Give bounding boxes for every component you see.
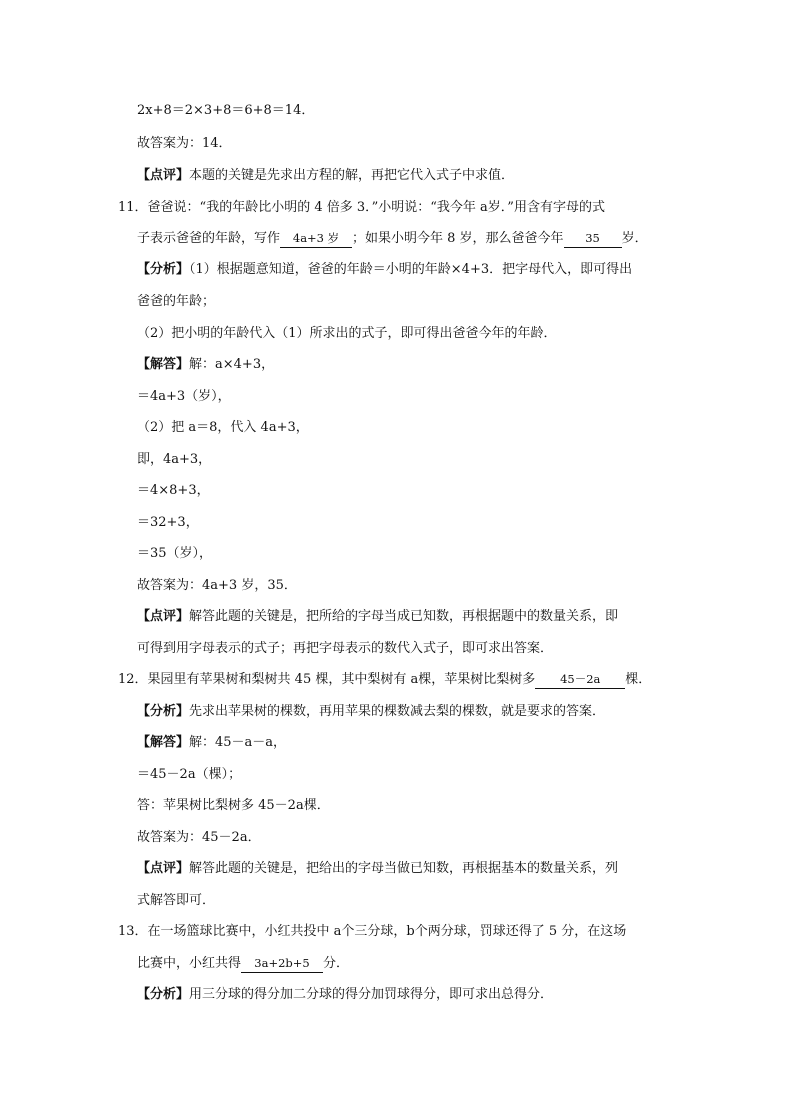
analysis-line: 【分析】用三分球的得分加二分球的得分加罚球得分，即可求出总得分． [137,987,554,1002]
analysis-tag: 【分析】 [137,262,190,277]
question-12-line: 12．果园里有苹果树和梨树共 45 棵，其中梨树有 a棵，苹果树比梨树多 45－2a 棵． [118,672,652,687]
text-line: 即，4a+3， [137,452,212,467]
question-number: 11． [118,200,148,215]
question-number: 12． [118,672,148,687]
analysis-line: 【分析】（1）根据题意知道，爸爸的年龄＝小明的年龄×4+3．把字母代入，即可得出 [137,262,633,277]
comment-tag: 【点评】 [137,861,190,876]
answer-line: 故答案为：45－2a． [137,830,261,845]
analysis-tag: 【分析】 [137,704,190,719]
solution-tag: 【解答】 [137,357,190,372]
comment-tag: 【点评】 [137,168,190,183]
text-line: 答：苹果树比梨树多 45－2a棵． [137,798,330,813]
solution-line: 【解答】解：a×4+3， [137,357,275,372]
question-11-line-2: 子表示爸爸的年龄，写作 4a+3 岁 ；如果小明今年 8 岁，那么爸爸今年 35 岁． [137,231,648,246]
answer-blank: 35 [564,230,622,248]
solution-line: 【解答】解：45－a－a， [137,735,287,750]
text-line: （2）把小明的年龄代入（1）所求出的式子，即可得出爸爸今年的年龄． [137,326,557,341]
question-11-line-1: 11．爸爸说：“我的年龄比小明的 4 倍多 3．”小明说：“我今年 a岁．”用含有字母的式 [118,200,605,215]
text-line: （2）把 a＝8，代入 4a+3， [137,420,309,435]
text-line: ＝45－2a（棵）； [137,767,242,782]
comment-line: 【点评】解答此题的关键是，把给出的字母当做已知数，再根据基本的数量关系，列 [137,861,619,876]
question-13-line-2: 比赛中，小红共得 3a+2b+5 分． [137,956,350,971]
comment-tag: 【点评】 [137,609,190,624]
analysis-tag: 【分析】 [137,987,190,1002]
text-line: 可得到用字母表示的式子；再把字母表示的数代入式子，即可求出答案． [137,641,554,656]
comment-line: 【点评】解答此题的关键是，把所给的字母当成已知数，再根据题中的数量关系，即 [137,609,619,624]
question-13-line-1: 13．在一场篮球比赛中，小红共投中 a个三分球，b个两分球，罚球还得了 5 分，在这场 [118,924,627,939]
answer-line: 故答案为：14． [137,136,232,151]
question-number: 13． [118,924,148,939]
solution-tag: 【解答】 [137,735,190,750]
text-line: 式解答即可． [137,893,216,908]
text-line: ＝35（岁）， [137,546,213,561]
text-line: ＝32+3， [137,515,199,530]
text-line: ＝4×8+3， [137,483,210,498]
comment-line: 【点评】本题的关键是先求出方程的解，再把它代入式子中求值． [137,168,515,183]
answer-line: 故答案为：4a+3 岁，35． [137,578,297,593]
equation-line: 2x+8＝2×3+8＝6+8＝14． [137,103,315,118]
answer-blank: 45－2a [535,671,625,689]
text-line: ＝4a+3（岁）， [137,389,231,404]
answer-blank: 4a+3 岁 [280,230,352,248]
answer-blank: 3a+2b+5 [241,955,323,973]
text-line: 爸爸的年龄； [137,294,216,309]
analysis-line: 【分析】先求出苹果树的棵数，再用苹果的棵数减去梨的棵数，就是要求的答案． [137,704,606,719]
